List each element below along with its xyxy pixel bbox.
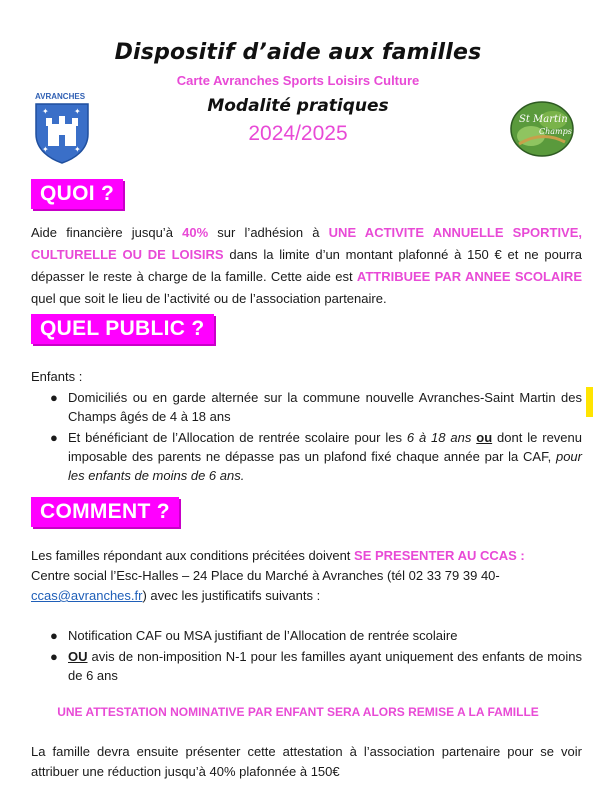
quoi-attribution: ATTRIBUEE PAR ANNEE SCOLAIRE — [356, 269, 582, 284]
svg-text:St Martin: St Martin — [519, 114, 568, 125]
list-item: ● Domiciliés ou en garde alternée sur la commune nouvelle Avranches-Saint Martin des Champs âgés de 4 à 18 ans — [50, 390, 582, 424]
school-year: 2024/2025 — [248, 122, 348, 145]
svg-text:✦: ✦ — [42, 107, 49, 116]
quoi-text-1: Aide financière jusqu’à — [31, 225, 183, 240]
list-item: ● OU avis de non-imposition N-1 pour les familles ayant uniquement des enfants de moins de 6 ans — [50, 649, 582, 683]
modalites-heading: Modalité pratiques — [207, 96, 389, 116]
quoi-paragraph — [31, 222, 582, 310]
yellow-marker — [586, 387, 593, 417]
document-title: Dispositif d’aide aux familles — [114, 40, 482, 65]
avranches-coat-of-arms-icon — [34, 102, 90, 164]
final-paragraph: La famille devra ensuite présenter cette attestation à l’association partenaire pour se voir attribuer une réduction jusqu’à 40% plafonnée à 150€ — [31, 744, 582, 779]
list-item: ● Notification CAF ou MSA justifiant de l’Allocation de rentrée scolaire — [50, 628, 458, 643]
svg-text:✦: ✦ — [74, 107, 81, 116]
saint-martin-des-champs-logo-icon — [509, 100, 575, 158]
comment-paragraph: Les familles répondant aux conditions précitées doivent SE PRESENTER AU CCAS : Centre social l’Esc-Halles – 24 Place du Marché à Avranches (tél 02 33 79 39 40- ccas@avranches.fr) avec les justificatifs suivants : — [31, 548, 525, 603]
quoi-activity-type: UNE ACTIVITE ANNUELLE SPORTIVE, CULTURELLE OU DE LOISIRS — [31, 225, 583, 262]
ccas-address: Centre social l’Esc-Halles – 24 Place du Marché à Avranches (tél 02 33 79 39 40- — [31, 568, 500, 583]
list-item: ● Et bénéficiant de l’Allocation de rentrée scolaire pour les 6 à 18 ans ou dont le revenu imposable des parents ne dépasse pas un plafond fixé chaque année par la CAF, pour les enfants de moins de 6 ans. — [50, 430, 582, 483]
document-subtitle: Carte Avranches Sports Loisirs Culture — [176, 73, 420, 88]
quoi-text-2: sur l’adhésion à — [208, 225, 329, 240]
comment-list — [31, 626, 582, 687]
quoi-text-3: dans la limite d’un montant plafonné à 150 € et ne pourra dépasser le reste à charge de la famille. Cette aide est — [31, 247, 582, 284]
ccas-email-link[interactable]: ccas@avranches.fr — [31, 588, 143, 603]
svg-text:Champs: Champs — [539, 127, 572, 136]
section-heading-comment: COMMENT ? — [31, 497, 179, 527]
section-heading-quoi: QUOI ? — [31, 179, 123, 209]
logo-left-label: AVRANCHES — [34, 92, 86, 101]
svg-text:✦: ✦ — [74, 145, 81, 154]
quoi-percentage: 40% — [182, 225, 209, 240]
section-heading-public: QUEL PUBLIC ? — [31, 314, 214, 344]
ccas-instruction: SE PRESENTER AU CCAS : — [354, 548, 525, 563]
quoi-text-4: quel que soit le lieu de l’activité ou de l’association partenaire. — [31, 291, 387, 306]
public-intro: Enfants : — [31, 369, 83, 384]
svg-text:✦: ✦ — [42, 145, 49, 154]
public-list — [31, 388, 582, 487]
attestation-notice: UNE ATTESTATION NOMINATIVE PAR ENFANT SERA ALORS REMISE A LA FAMILLE — [57, 705, 539, 719]
